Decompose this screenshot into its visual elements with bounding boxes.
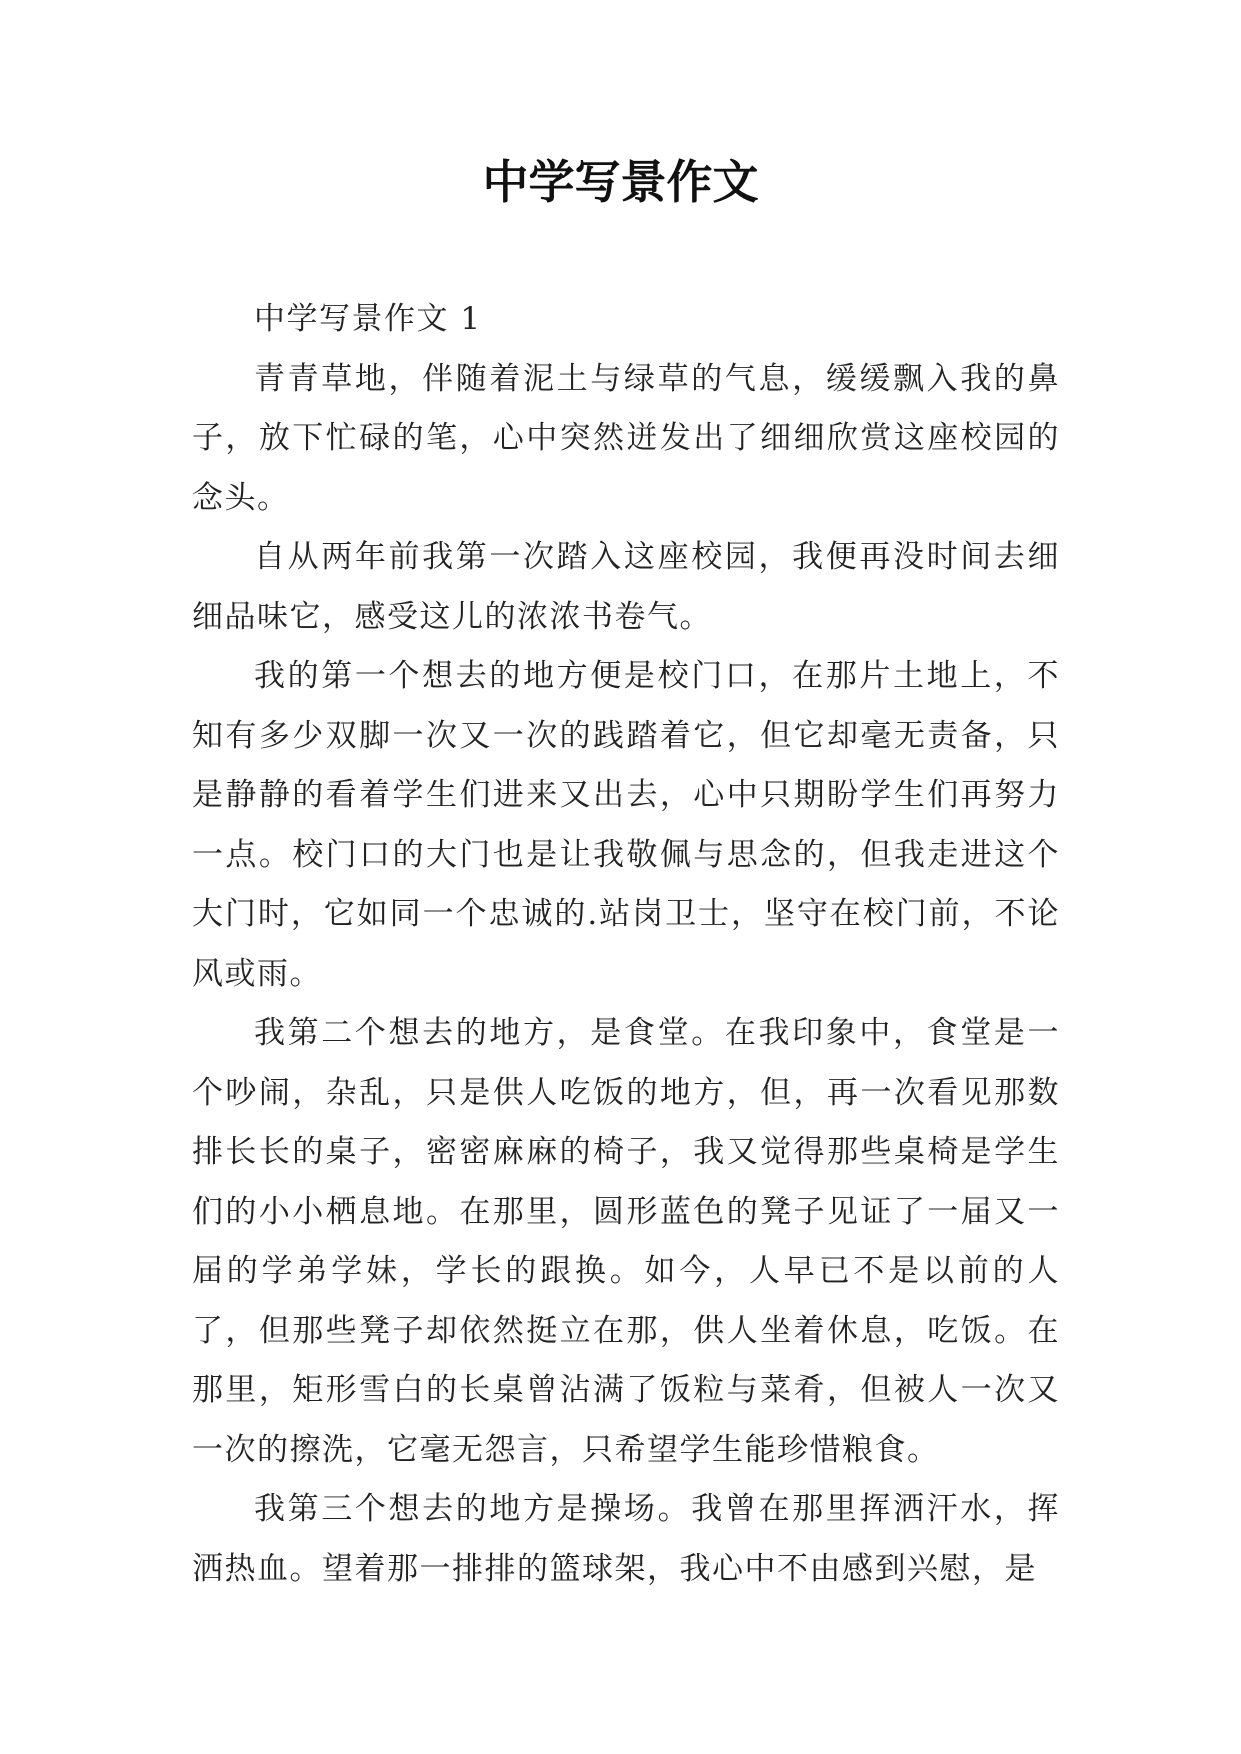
paragraph-2: 自从两年前我第一次踏入这座校园，我便再没时间去细细品味它，感受这儿的浓浓书卷气。 — [192, 539, 1060, 635]
paragraph-1: 青青草地，伴随着泥土与绿草的气息，缓缓飘入我的鼻子，放下忙碌的笔，心中突然迸发出了细细欣赏这座校园的念头。 — [192, 360, 1060, 516]
paragraph-3: 我的第一个想去的地方便是校门口，在那片土地上，不知有多少双脚一次又一次的践踏着它，但它却毫无责备，只是静静的看着学生们进来又出去，心中只期盼学生们再努力一点。校门口的大门也是让我敬佩与思念的，但我走进这个大门时，它如同一个忠诚的.站岗卫士，坚守在校门前，不论风或雨。 — [192, 658, 1060, 992]
paragraph-5: 我第三个想去的地方是操场。我曾在那里挥洒汗水，挥洒热血。望着那一排排的篮球架，我心中不由感到兴慰，是 — [192, 1491, 1060, 1587]
document-title: 中学写景作文 — [482, 155, 759, 209]
paragraph-4: 我第二个想去的地方，是食堂。在我印象中，食堂是一个吵闹，杂乱，只是供人吃饭的地方，但，再一次看见那数排长长的桌子，密密麻麻的椅子，我又觉得那些桌椅是学生们的小小栖息地。在那里，圆形蓝色的凳子见证了一届又一届的学弟学妹，学长的跟换。如今，人早已不是以前的人了，但那些凳子却依然挺立在那，供人坐着休息，吃饭。在那里，矩形雪白的长桌曾沾满了饭粒与菜肴，但被人一次又一次的擦洗，它毫无怨言，只希望学生能珍惜粮食。 — [192, 1015, 1060, 1468]
section-heading: 中学写景作文 1 — [254, 301, 482, 337]
document-body — [192, 290, 1060, 1599]
